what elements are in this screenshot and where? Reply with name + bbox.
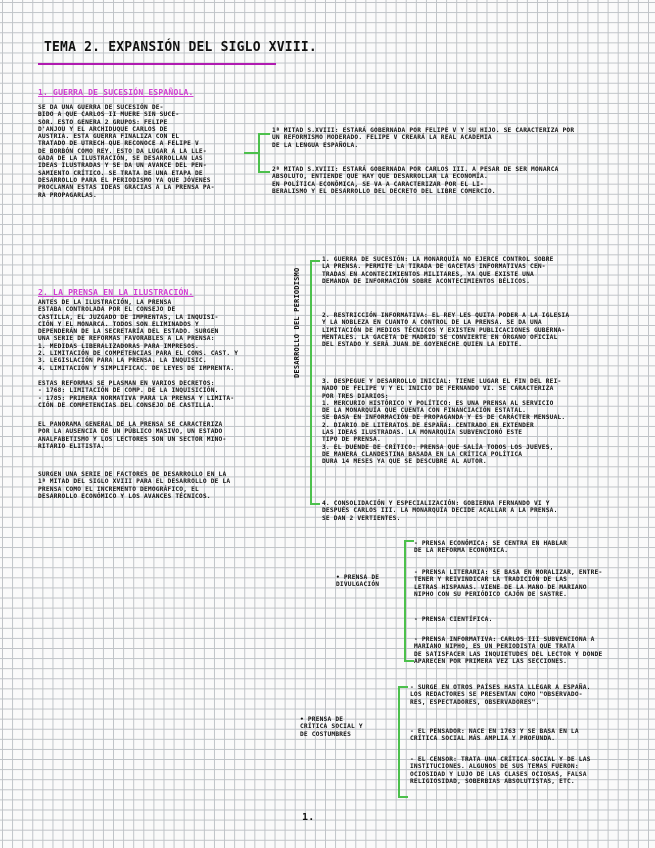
second-half-text (272, 166, 559, 195)
text-line: IDEAS ILUSTRADAS Y SE DA UN AVANCE DEL PEN- (38, 162, 207, 170)
text-line: LA PRENSA. PERMITE LA TIRADA DE GACETAS INFORMATIVAS CEN- (322, 263, 546, 271)
text-line: - PRENSA ECONÓMICA: SE CENTRA EN HABLAR (414, 540, 568, 547)
text-line: TRATADO DE UTRECH QUE RECONOCE A FELIPE V (38, 140, 199, 148)
text-line: LIMITACIÓN DE MEDIOS TÉCNICOS Y EXISTEN PUBLICACIONES GUBERNA- (322, 326, 566, 334)
text-line: PROCLAMAN ESTAS IDEAS GRACIAS A LA PRENSA PA- (38, 184, 215, 192)
text-line: DE LA MONARQUÍA QUE CUENTA CON FINANCIACIÓN ESTATAL. (322, 407, 527, 415)
text-line: ESTABA CONTROLADA POR EL CONSEJO DE (38, 306, 176, 314)
criticism-item (410, 684, 591, 706)
section1-text (38, 104, 215, 199)
text-line: DE BORBÓN COMO REY. ESTO DA LUGAR A LA LLE- (38, 147, 207, 155)
text-line: 1. GUERRA DE SUCESIÓN: LA MONARQUÍA NO EJERCE CONTROL SOBRE (322, 256, 554, 263)
text-line: DEMANDA DE INFORMACIÓN SOBRE ACONTECIMIENTOS BÉLICOS. (322, 277, 531, 285)
text-line: SE BASA EN INFORMACIÓN DE PROPAGANDA Y ES DE CARÁCTER MENSUAL. (322, 414, 566, 422)
text-line: POR LA AUSENCIA DE UN PÚBLICO MASIVO, UN ESTADO (38, 428, 223, 436)
text-line: 2. LIMITACIÓN DE COMPETENCIAS PARA EL CONS. CAST. Y (38, 350, 239, 358)
divulgation-label (336, 574, 379, 589)
text-line: TIPO DE PRENSA. (322, 436, 381, 444)
text-line: SURGEN UNA SERIE DE FACTORES DE DESARROLLO EN LA (38, 471, 227, 478)
text-line: BIDO A QUE CARLOS II MUERE SIN SUCE- (38, 111, 180, 119)
text-line: 2. RESTRICCIÓN INFORMATIVA: EL REY LES QUITA PODER A LA IGLESIA (322, 312, 570, 319)
text-line: TENER Y REIVINDICAR LA TRADICIÓN DE LAS (414, 576, 568, 584)
text-line: 4. LIMITACIÓN Y SIMPLIFICAC. DE LEYES DE IMPRENTA. (38, 364, 235, 372)
text-line: SE DAN 2 VERTIENTES. (322, 514, 401, 522)
brace-line (404, 660, 414, 662)
brace-line (310, 503, 320, 505)
text-line: - 1768: LIMITACIÓN DE COMP. DE LA INQUISICIÓN. (38, 387, 219, 395)
text-line: D'ANJOU Y EL ARCHIDUQUE CARLOS DE (38, 125, 168, 133)
text-line: CRÍTICA SOCIAL MÁS AMPLIA Y PROFUNDA. (410, 735, 556, 743)
development-item (322, 256, 554, 285)
text-line: SAMIENTO CRÍTICO. SE TRATA DE UNA ETAPA DE (38, 169, 203, 177)
text-line: AUSTRIA. ESTA GUERRA FINALIZA CON EL (38, 133, 180, 141)
text-line: - SURGE EN OTROS PAÍSES HASTA LLEGAR A ESPAÑA. (410, 684, 591, 691)
text-line: EL PANORAMA GENERAL DE LA PRENSA SE CARACTERIZA (38, 421, 223, 428)
criticism-label (300, 716, 363, 738)
text-line: DE LA LENGUA ESPAÑOLA. (272, 141, 359, 149)
text-line: ANTES DE LA ILUSTRACIÓN, LA PRENSA (38, 299, 172, 306)
text-line: DE SATISFACER LAS INQUIETUDES DEL LECTOR Y DONDE (414, 650, 603, 658)
criticism-item (410, 756, 591, 785)
brace-line (398, 686, 408, 688)
text-line: - PRENSA LITERARIA: SE BASA EN MORALIZAR, ENTRE- (414, 569, 603, 576)
brace-line (398, 686, 400, 798)
text-line: CASTILLA, EL JUZGADO DE IMPRENTAS, LA INQUISI- (38, 313, 219, 321)
brace-line (398, 796, 408, 798)
text-line: DESARROLLO ECONÓMICO Y LOS AVANCES TÉCNICOS. (38, 492, 211, 500)
page-number: 1. (302, 812, 315, 823)
text-line: DE COSTUMBRES (300, 730, 352, 738)
text-line: 1ª MITAD DEL SIGLO XVIII PARA EL DESARROLLO DE LA (38, 478, 231, 486)
text-line: OCIOSIDAD Y LUJO DE LAS CLASES OCIOSAS, FALSA (410, 770, 587, 778)
text-line: 3. DESPEGUE Y DESARROLLO INICIAL: TIENE LUGAR EL FIN DEL REI- (322, 378, 562, 385)
text-line: 1. MEDIDAS LIBERALIZADORAS PARA IMPRESOS. (38, 342, 199, 350)
text-line: CIÓN Y EL MONARCA. TODOS SON ELIMINADOS Y (38, 320, 199, 328)
section2-paragraph (38, 421, 226, 450)
text-line: LETRAS HISPANAS. VIENE DE LA MANO DE MARIANO (414, 583, 587, 591)
text-line: LAS IDEAS ILUSTRADAS. LA MONARQUÍA SUBVENCIONÓ ESTE (322, 429, 523, 437)
brace-line (404, 540, 414, 542)
text-line: INSTITUCIONES. ALGUNOS DE SUS TEMAS FUERON: (410, 763, 579, 771)
brace-line (310, 260, 312, 505)
brace-line (310, 260, 320, 262)
text-line: PRENSA COMO EL INCREMENTO DEMOGRÁFICO, EL (38, 485, 199, 493)
vertical-label: DESARROLLO DEL PERIODISMO (293, 267, 301, 378)
text-line: LOS REDACTORES SE PRESENTAN COMO "OBSERVADO- (410, 691, 583, 699)
text-line: CIÓN DE COMPETENCIAS DEL CONSEJO DE CASTILLA. (38, 401, 215, 409)
section1-heading: 1. GUERRA DE SUCESIÓN ESPAÑOLA. (38, 88, 194, 97)
section2-paragraph (38, 380, 234, 409)
text-line: POR TRES DIARIOS: (322, 392, 389, 400)
text-line: 2ª MITAD S.XVIII: ESTARÁ GOBERNADA POR CARLOS III. A PESAR DE SER MONARCA (272, 166, 559, 173)
text-line: SE DA UNA GUERRA DE SUCESIÓN DE- (38, 104, 164, 111)
brace-line (404, 540, 406, 662)
text-line: UNA SERIE DE REFORMAS FAVORABLES A LA PRENSA: (38, 335, 215, 343)
text-line: SOR. ESTO GENERA 2 GRUPOS: FELIPE (38, 118, 168, 126)
text-line: EN POLÍTICA ECONÓMICA, SE VA A CARACTERIZAR POR EL LI- (272, 180, 484, 188)
text-line: - PRENSA CIENTÍFICA. (414, 616, 493, 623)
text-line: UN REFORMISMO MODERADO. FELIPE V CREARÁ LA REAL ACADEMIA (272, 134, 492, 142)
text-line: CRÍTICA SOCIAL Y (300, 723, 363, 731)
page-title: TEMA 2. EXPANSIÓN DEL SIGLO XVIII. (44, 40, 317, 55)
text-line: 1. MERCURIO HISTÓRICO Y POLÍTICO: ES UNA PRENSA AL SERVICIO (322, 399, 554, 407)
text-line: DE MANERA CLANDESTINA BASADA EN LA CRÍTICA POLÍTICA (322, 450, 523, 458)
brace-line (244, 152, 258, 154)
brace-line (258, 171, 270, 173)
text-line: DURA 14 MESES YA QUE SE DESCUBRE AL AUTOR. (322, 458, 487, 466)
section2-paragraph (38, 299, 238, 372)
text-line: - 1785: PRIMERA NORMATIVA PARA LA PRENSA Y LIMITA- (38, 394, 235, 402)
section2-heading: 2. LA PRENSA EN LA ILUSTRACIÓN. (38, 288, 194, 297)
text-line: MARIANO NIPHO, ES UN PERIODISTA QUE TRATA (414, 643, 575, 651)
text-line: NIPHO CON SU PERIÓDICO CAJÓN DE SASTRE. (414, 590, 568, 598)
text-line: Y LA NOBLEZA EN CUANTO A CONTROL DE LA PRENSA. SE DA UNA (322, 319, 542, 327)
first-half-text (272, 127, 574, 149)
divulgation-item (414, 616, 493, 623)
text-line: - PRENSA INFORMATIVA: CARLOS III SUBVENCIONA A (414, 636, 595, 643)
text-line: 2. DIARIO DE LITERATOS DE ESPAÑA: CENTRADO EN EXTENDER (322, 421, 534, 429)
title-underline (38, 63, 276, 65)
text-line: RES, ESPECTADORES, OBSERVADORES". (410, 698, 540, 706)
text-line: MENTALES. LA GACETA DE MADRID SE CONVIERTE EN ÓRGANO OFICIAL (322, 333, 558, 341)
text-line: DEPENDERÁN DE LA SECRETARÍA DEL ESTADO. SURGEN (38, 328, 219, 336)
text-line: GADA DE LA ILUSTRACIÓN, SE DESARROLLAN LAS (38, 155, 203, 163)
text-line: ABSOLUTO, ENTIENDE QUE HAY QUE DESARROLLAR LA ECONOMÍA. (272, 173, 488, 181)
text-line: DIVULGACIÓN (336, 581, 380, 589)
text-line: BERALISMO Y EL DESARROLLO DEL DECRETO DEL LIBRE COMERCIO. (272, 187, 496, 195)
brace-line (258, 133, 270, 135)
text-line: RA PROPAGARLAS. (38, 191, 97, 199)
text-line: DESPUÉS CARLOS III. LA MONARQUÍA DECIDE ACALLAR A LA PRENSA. (322, 507, 558, 515)
criticism-item (410, 728, 579, 743)
text-line: 3. EL DUENDE DE CRÍTICO: PRENSA QUE SALÍA TODOS LOS JUEVES, (322, 443, 554, 451)
text-line: TRADAS EN ACONTECIMIENTOS MILITARES, YA QUE EXISTE UNA (322, 270, 534, 278)
divulgation-item (414, 540, 567, 555)
text-line: - EL PENSADOR: NACE EN 1763 Y SE BASA EN LA (410, 728, 579, 735)
text-line: DEL ESTADO Y SERÁ JUAN DE GOYENECHE QUIEN LA EDITE. (322, 341, 523, 349)
text-line: APARECEN POR PRIMERA VEZ LAS SECCIONES. (414, 657, 568, 665)
development-item (322, 378, 565, 466)
brace-line (258, 133, 260, 173)
text-line: RELIGIOSIDAD, SOBERBIAS ABSOLUTISTAS, ETC. (410, 777, 575, 785)
text-line: ANALFABETISMO Y LOS LECTORES SON UN SECTOR MINO- (38, 435, 227, 443)
text-line: 4. CONSOLIDACIÓN Y ESPECIALIZACIÓN: GOBIERNA FERNANDO VI Y (322, 500, 550, 507)
text-line: NADO DE FELIPE V Y EL INICIO DE FERNANDO VI. SE CARACTERIZA (322, 385, 554, 393)
text-line: • PRENSA DE (300, 716, 344, 723)
section2-paragraph (38, 471, 230, 500)
text-line: 3. LEGISLACIÓN PARA LA PRENSA. LA INQUISIC. (38, 357, 207, 365)
text-line: • PRENSA DE (336, 574, 380, 581)
text-line: ESTAS REFORMAS SE PLASMAN EN VARIOS DECRETOS: (38, 380, 215, 387)
development-item (322, 500, 558, 522)
text-line: - EL CENSOR: TRATA UNA CRÍTICA SOCIAL Y DE LAS (410, 756, 591, 763)
text-line: RITARIO ELITISTA. (38, 442, 105, 450)
text-line: DE LA REFORMA ECONÓMICA. (414, 547, 509, 555)
divulgation-item (414, 636, 602, 665)
text-line: 1ª MITAD S.XVIII: ESTARÁ GOBERNADA POR FELIPE V Y SU HIJO. SE CARACTERIZA POR (272, 127, 575, 134)
divulgation-item (414, 569, 602, 598)
text-line: DESARROLLO PARA EL PERIODISMO YA QUE JÓVENES (38, 176, 211, 184)
development-item (322, 312, 569, 348)
